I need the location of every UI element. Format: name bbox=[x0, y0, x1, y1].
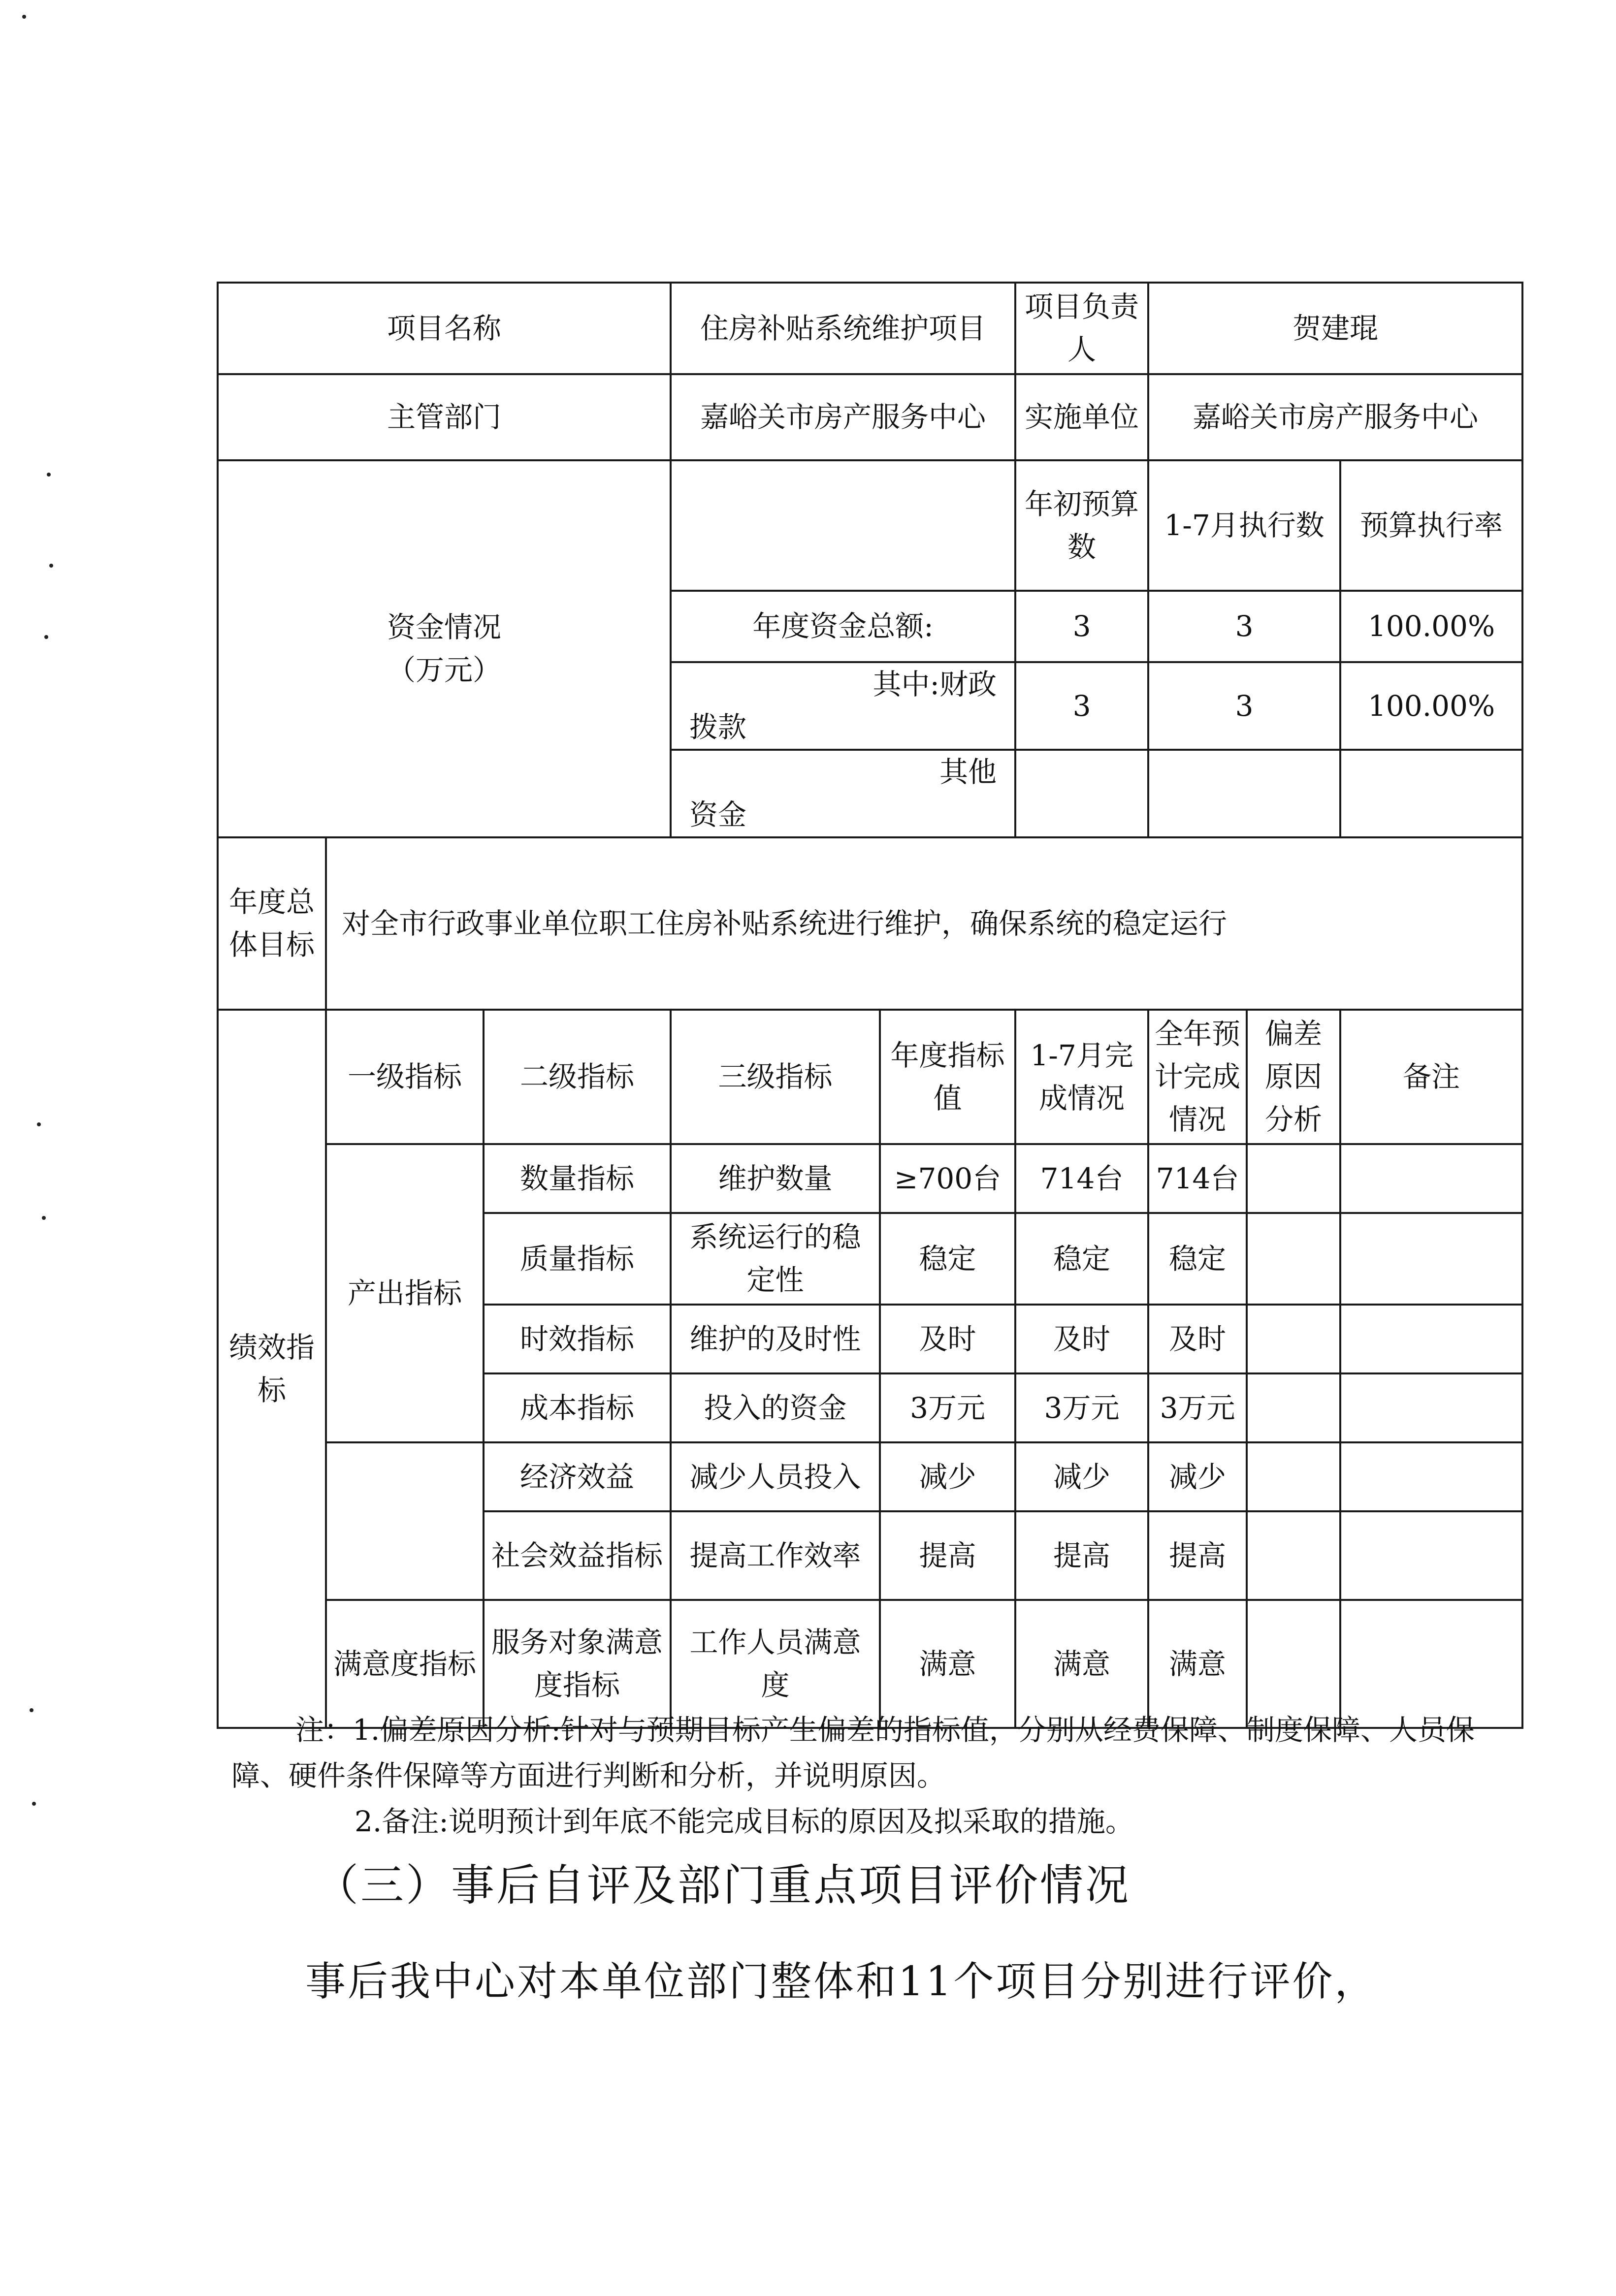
header-deviation: 偏差原因分析 bbox=[1247, 1010, 1340, 1144]
cell-level2: 数量指标 bbox=[484, 1144, 671, 1213]
cell-deviation bbox=[1247, 1305, 1340, 1373]
dept-value: 嘉峪关市房产服务中心 bbox=[671, 374, 1015, 460]
cell-level2: 时效指标 bbox=[484, 1305, 671, 1373]
cell-remark bbox=[1340, 1511, 1522, 1600]
header-level1: 一级指标 bbox=[326, 1010, 484, 1144]
header-level2: 二级指标 bbox=[484, 1010, 671, 1144]
other-exec bbox=[1148, 750, 1340, 837]
project-name-value: 住房补贴系统维护项目 bbox=[671, 283, 1015, 374]
cell-deviation bbox=[1247, 1373, 1340, 1442]
cell-level3: 投入的资金 bbox=[671, 1373, 880, 1442]
total-exec: 3 bbox=[1148, 591, 1340, 662]
cell-done: 满意 bbox=[1015, 1600, 1148, 1728]
cell-done: 提高 bbox=[1015, 1511, 1148, 1600]
fiscal-label-line1: 其中:财政 bbox=[873, 668, 997, 701]
cell-level2: 成本指标 bbox=[484, 1373, 671, 1442]
perf-label: 绩效指标 bbox=[218, 1010, 326, 1728]
cell-level2: 服务对象满意度指标 bbox=[484, 1600, 671, 1728]
header-target: 年度指标值 bbox=[880, 1010, 1015, 1144]
cell-done: 714台 bbox=[1015, 1144, 1148, 1213]
cell-level3: 减少人员投入 bbox=[671, 1442, 880, 1511]
other-label-line2: 资金 bbox=[689, 798, 747, 831]
header-done-7: 1-7月完成情况 bbox=[1015, 1010, 1148, 1144]
total-rate: 100.00% bbox=[1340, 591, 1522, 662]
other-rate bbox=[1340, 750, 1522, 837]
cell-remark bbox=[1340, 1144, 1522, 1213]
cell-level3: 工作人员满意度 bbox=[671, 1600, 880, 1728]
cell-level3: 维护的及时性 bbox=[671, 1305, 880, 1373]
body-paragraph: 事后我中心对本单位部门整体和11个项目分别进行评价， bbox=[305, 1958, 1377, 2005]
cell-target: 3万元 bbox=[880, 1373, 1015, 1442]
scan-speck bbox=[47, 473, 51, 477]
cell-done: 稳定 bbox=[1015, 1213, 1148, 1305]
row-funds-header bbox=[218, 460, 1522, 591]
dept-label: 主管部门 bbox=[218, 374, 671, 460]
cell-done: 减少 bbox=[1015, 1442, 1148, 1511]
cell-remark bbox=[1340, 1305, 1522, 1373]
cell-full-year: 714台 bbox=[1148, 1144, 1247, 1213]
cell-remark bbox=[1340, 1373, 1522, 1442]
scan-speck bbox=[22, 15, 26, 19]
cell-deviation bbox=[1247, 1213, 1340, 1305]
scan-speck bbox=[42, 1216, 46, 1220]
cell-deviation bbox=[1247, 1442, 1340, 1511]
note-remark: 2.备注:说明预计到年底不能完成目标的原因及拟采取的措施。 bbox=[355, 1804, 1134, 1838]
cell-full-year: 提高 bbox=[1148, 1511, 1247, 1600]
cell-deviation bbox=[1247, 1144, 1340, 1213]
performance-table bbox=[217, 282, 1523, 1729]
impl-value: 嘉峪关市房产服务中心 bbox=[1148, 374, 1522, 460]
scan-speck bbox=[44, 635, 48, 639]
cell-full-year: 及时 bbox=[1148, 1305, 1247, 1373]
cell-target: ≥700台 bbox=[880, 1144, 1015, 1213]
cell-level2: 质量指标 bbox=[484, 1213, 671, 1305]
other-budget bbox=[1015, 750, 1148, 837]
goal-label: 年度总体目标 bbox=[218, 837, 326, 1010]
cell-target: 及时 bbox=[880, 1305, 1015, 1373]
goal-text: 对全市行政事业单位职工住房补贴系统进行维护，确保系统的稳定运行 bbox=[326, 837, 1522, 1010]
funds-label bbox=[218, 460, 671, 837]
cell-full-year: 减少 bbox=[1148, 1442, 1247, 1511]
cell-remark bbox=[1340, 1442, 1522, 1511]
scan-speck bbox=[32, 1802, 36, 1806]
funds-label-line2: （万元） bbox=[387, 653, 502, 687]
cell-target: 稳定 bbox=[880, 1213, 1015, 1305]
benefit-level1-blank bbox=[326, 1442, 484, 1600]
header-level3: 三级指标 bbox=[671, 1010, 880, 1144]
header-full-year: 全年预计完成情况 bbox=[1148, 1010, 1247, 1144]
row-project-name bbox=[218, 283, 1522, 374]
cell-target: 提高 bbox=[880, 1511, 1015, 1600]
cell-level3: 提高工作效率 bbox=[671, 1511, 880, 1600]
col-rate-header: 预算执行率 bbox=[1340, 460, 1522, 591]
output-label: 产出指标 bbox=[326, 1144, 484, 1442]
leader-value: 贺建琨 bbox=[1148, 283, 1522, 374]
funds-header-blank bbox=[671, 460, 1015, 591]
cell-full-year: 稳定 bbox=[1148, 1213, 1247, 1305]
fiscal-label bbox=[671, 662, 1015, 750]
cell-remark bbox=[1340, 1213, 1522, 1305]
cell-level3: 维护数量 bbox=[671, 1144, 880, 1213]
cell-level2: 社会效益指标 bbox=[484, 1511, 671, 1600]
scan-speck bbox=[49, 564, 53, 568]
leader-label: 项目负责人 bbox=[1015, 283, 1148, 374]
row-indicator-header bbox=[218, 1010, 1522, 1144]
row-department bbox=[218, 374, 1522, 460]
cell-level3: 系统运行的稳定性 bbox=[671, 1213, 880, 1305]
project-name-label: 项目名称 bbox=[218, 283, 671, 374]
cell-done: 及时 bbox=[1015, 1305, 1148, 1373]
col-budget-header: 年初预算数 bbox=[1015, 460, 1148, 591]
scan-speck bbox=[37, 1122, 41, 1126]
fiscal-label-line2: 拨款 bbox=[689, 710, 747, 744]
other-label bbox=[671, 750, 1015, 837]
header-remark: 备注 bbox=[1340, 1010, 1522, 1144]
table-notes bbox=[231, 1707, 1517, 1844]
total-budget: 3 bbox=[1015, 591, 1148, 662]
cell-level1: 满意度指标 bbox=[326, 1600, 484, 1728]
section-heading: （三）事后自评及部门重点项目评价情况 bbox=[315, 1860, 1131, 1911]
cell-full-year: 满意 bbox=[1148, 1600, 1247, 1728]
total-label: 年度资金总额: bbox=[671, 591, 1015, 662]
cell-full-year: 3万元 bbox=[1148, 1373, 1247, 1442]
table-row bbox=[218, 1144, 1522, 1213]
fiscal-budget: 3 bbox=[1015, 662, 1148, 750]
note-deviation: 注：1.偏差原因分析:针对与预期目标产生偏差的指标值，分别从经费保障、制度保障、人员保障、硬件条件保障等方面进行判断和分析，并说明原因。 bbox=[231, 1713, 1475, 1792]
scan-speck bbox=[30, 1708, 33, 1712]
cell-target: 减少 bbox=[880, 1442, 1015, 1511]
fiscal-rate: 100.00% bbox=[1340, 662, 1522, 750]
col-exec-header: 1-7月执行数 bbox=[1148, 460, 1340, 591]
row-annual-goal bbox=[218, 837, 1522, 1010]
impl-label: 实施单位 bbox=[1015, 374, 1148, 460]
cell-deviation bbox=[1247, 1511, 1340, 1600]
table-row bbox=[218, 1442, 1522, 1511]
other-label-line1: 其他 bbox=[939, 755, 997, 789]
cell-level2: 经济效益 bbox=[484, 1442, 671, 1511]
cell-done: 3万元 bbox=[1015, 1373, 1148, 1442]
fiscal-exec: 3 bbox=[1148, 662, 1340, 750]
funds-label-line1: 资金情况 bbox=[387, 610, 502, 644]
cell-target: 满意 bbox=[880, 1600, 1015, 1728]
